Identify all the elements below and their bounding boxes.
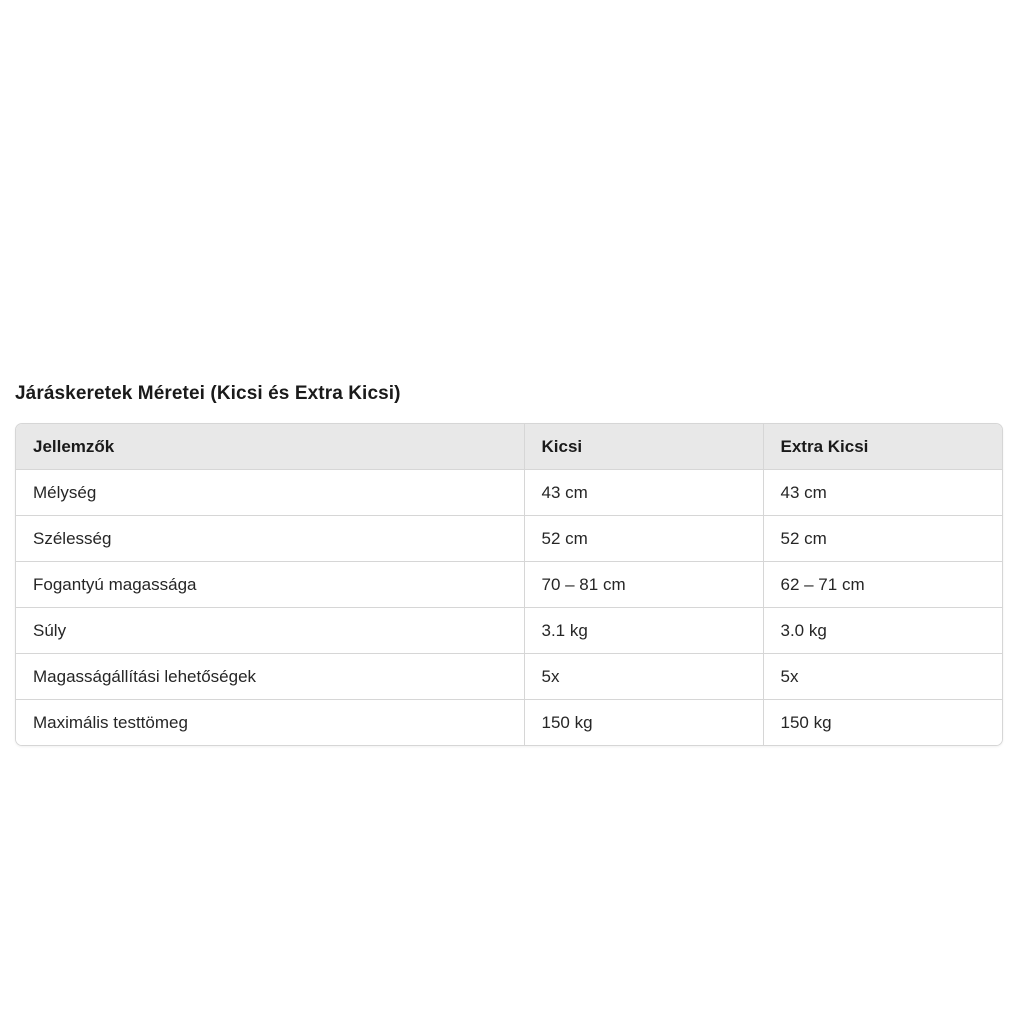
row-label: Magasságállítási lehetőségek (16, 654, 524, 700)
table-container (15, 423, 1003, 746)
table-row (16, 700, 1002, 746)
table-row (16, 562, 1002, 608)
header-cell-extra-small: Extra Kicsi (763, 424, 1002, 470)
row-label: Súly (16, 608, 524, 654)
cell-small: 150 kg (524, 700, 763, 746)
document (15, 380, 1003, 746)
table-row (16, 516, 1002, 562)
cell-small: 70 – 81 cm (524, 562, 763, 608)
header-cell-features: Jellemzők (16, 424, 524, 470)
header-cell-small: Kicsi (524, 424, 763, 470)
cell-extra-small: 62 – 71 cm (763, 562, 1002, 608)
cell-small: 3.1 kg (524, 608, 763, 654)
cell-small: 52 cm (524, 516, 763, 562)
cell-extra-small: 43 cm (763, 470, 1002, 516)
dimensions-table (16, 424, 1002, 745)
row-label: Maximális testtömeg (16, 700, 524, 746)
cell-small: 5x (524, 654, 763, 700)
row-label: Mélység (16, 470, 524, 516)
cell-extra-small: 52 cm (763, 516, 1002, 562)
row-label: Szélesség (16, 516, 524, 562)
table-row (16, 608, 1002, 654)
cell-extra-small: 150 kg (763, 700, 1002, 746)
table-title: Járáskeretek Méretei (Kicsi és Extra Kicsi) (15, 383, 401, 404)
cell-small: 43 cm (524, 470, 763, 516)
cell-extra-small: 3.0 kg (763, 608, 1002, 654)
table-row (16, 654, 1002, 700)
table-header-row (16, 424, 1002, 470)
cell-extra-small: 5x (763, 654, 1002, 700)
row-label: Fogantyú magassága (16, 562, 524, 608)
table-row (16, 470, 1002, 516)
